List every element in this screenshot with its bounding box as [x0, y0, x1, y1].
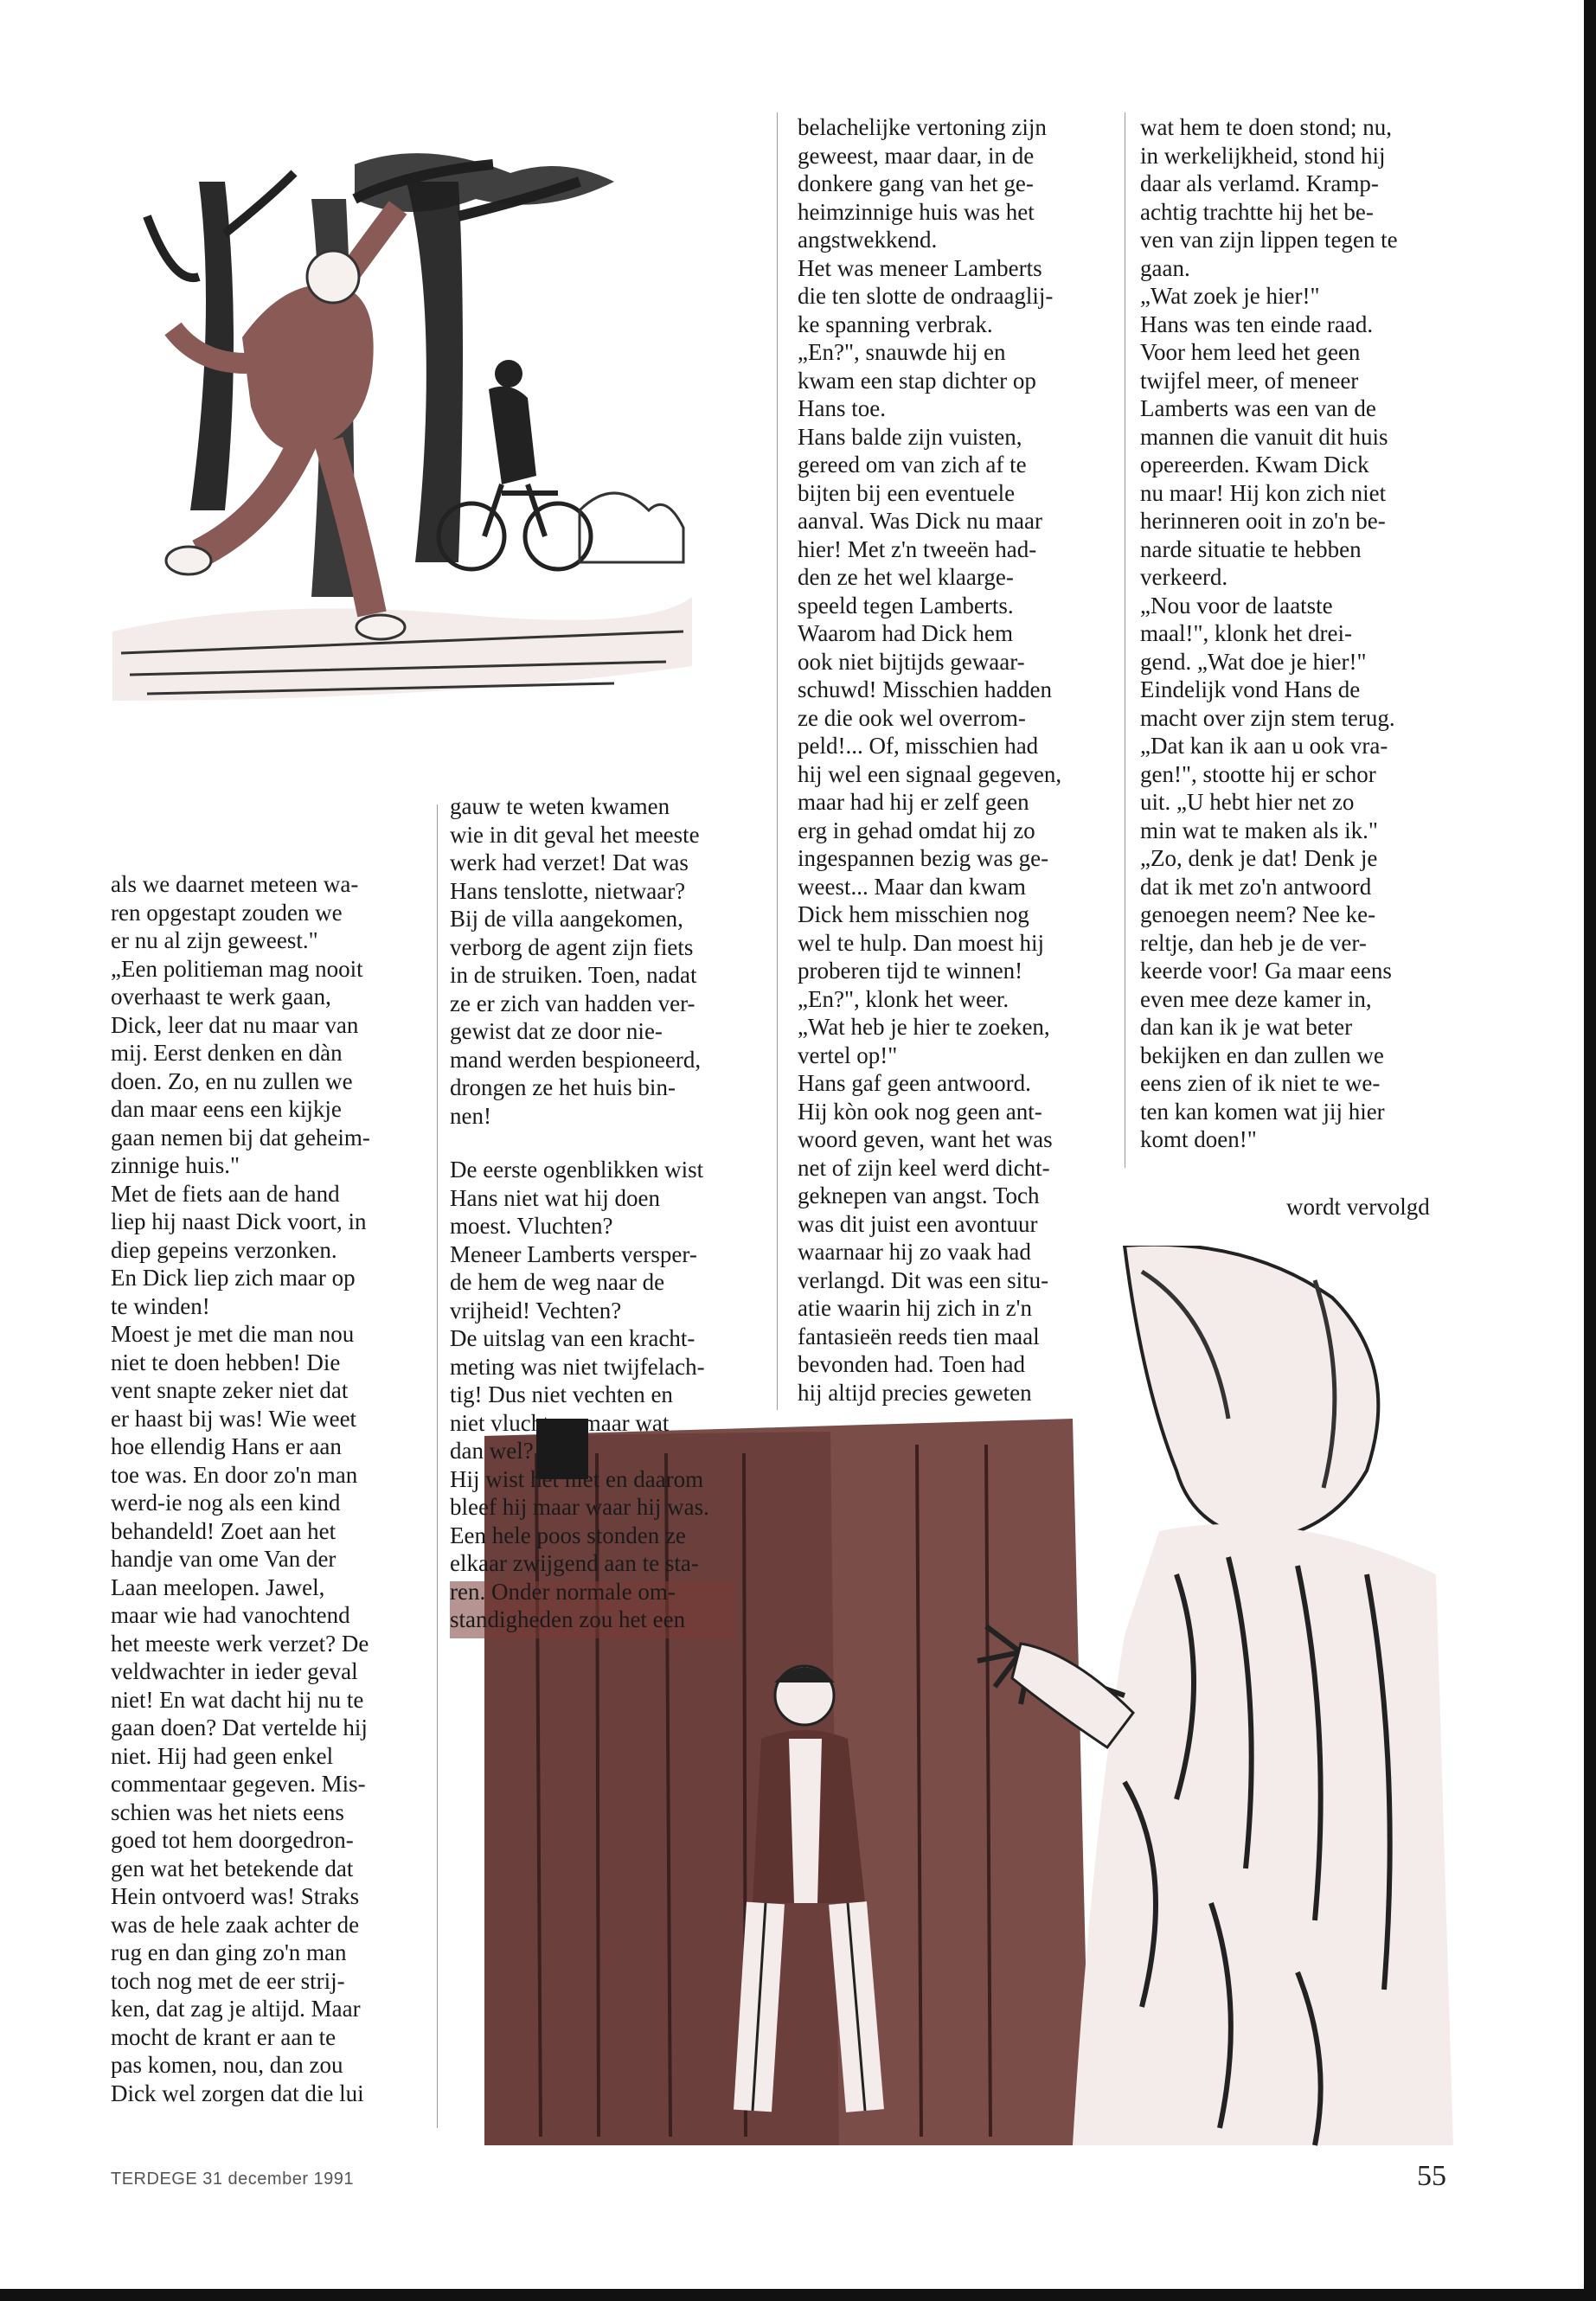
text-line: ke spanning verbrak.	[798, 311, 993, 337]
text-line: was dit juist een avontuur	[798, 1210, 1038, 1237]
text-line: „En?", snauwde hij en	[798, 339, 1006, 365]
text-line: bleef hij maar waar hij was.	[450, 1494, 709, 1520]
text-line: Hans gaf geen antwoord.	[798, 1070, 1031, 1096]
text-line: Meneer Lamberts versper-	[450, 1240, 697, 1267]
text-line: aanval. Was Dick nu maar	[798, 508, 1042, 534]
text-line: macht over zijn stem terug.	[1140, 704, 1395, 731]
text-line: Moest je met die man nou	[111, 1321, 355, 1347]
text-line: kwam een stap dichter op	[798, 367, 1036, 394]
text-line: het meeste werk verzet? De	[111, 1630, 369, 1657]
text-line: zinnige huis."	[111, 1152, 240, 1178]
text-line: maar had hij er zelf geen	[798, 789, 1029, 815]
text-line: Dick, leer dat nu maar van	[111, 1011, 359, 1038]
text-line: gen!", stootte hij er schor	[1140, 760, 1376, 787]
text-line: schien was het niets eens	[111, 1798, 344, 1825]
text-line: rug en dan ging zo'n man	[111, 1939, 347, 1965]
text-line: nen!	[450, 1102, 491, 1129]
text-line: belachelijke vertoning zijn	[798, 114, 1047, 140]
text-line: dat ik met zo'n antwoord	[1140, 873, 1372, 900]
text-line: werk had verzet! Dat was	[450, 849, 689, 875]
text-line: proberen tijd te winnen!	[798, 958, 1023, 984]
text-line: ren. Onder normale om-	[450, 1578, 676, 1605]
text-line: goed tot hem doorgedron-	[111, 1827, 354, 1853]
column-3-lines	[798, 113, 1118, 1407]
text-line: er nu al zijn geweest."	[111, 927, 318, 953]
text-line: er haast bij was! Wie weet	[111, 1405, 357, 1432]
text-line: erg in gehad omdat hij zo	[798, 817, 1035, 843]
text-line: ingespannen bezig was ge-	[798, 845, 1049, 871]
text-line: keerde voor! Ga maar eens	[1140, 958, 1392, 984]
text-line: maal!", klonk het drei-	[1140, 620, 1352, 646]
text-line: verkeerd.	[1140, 564, 1228, 590]
text-line: veldwachter in ieder geval	[111, 1658, 358, 1684]
text-line: die ten slotte de ondraaglij-	[798, 283, 1054, 309]
text-column-1	[111, 870, 422, 2107]
text-line: gereed om van zich af te	[798, 452, 1027, 478]
text-line: Met de fiets aan de hand	[111, 1180, 340, 1207]
text-line: speeld tegen Lamberts.	[798, 592, 1014, 619]
text-line: „Wat heb je hier te zoeken,	[798, 1014, 1050, 1040]
text-line: achtig trachtte hij het be-	[1140, 198, 1374, 225]
text-line: „Zo, denk je dat! Denk je	[1140, 845, 1378, 871]
text-line: ven van zijn lippen tegen te	[1140, 227, 1398, 253]
text-line: Dick hem misschien nog	[798, 901, 1029, 927]
text-line: diep gepeins verzonken.	[111, 1236, 337, 1263]
text-line: den ze het wel klaarge-	[798, 564, 1014, 590]
text-line: wie in dit geval het meeste	[450, 821, 700, 848]
text-line: atie waarin hij zich in z'n	[798, 1295, 1033, 1321]
text-line: hier! Met z'n tweeën had-	[798, 535, 1037, 562]
text-line: bevonden had. Toen had	[798, 1351, 1026, 1377]
text-line: toch nog met de eer strij-	[111, 1967, 345, 1994]
text-line: mannen die vanuit dit huis	[1140, 423, 1388, 450]
text-line: ze er zich van hadden ver-	[450, 990, 695, 1016]
text-line: eens zien of ik niet te we-	[1140, 1070, 1381, 1096]
text-line: angstwekkend.	[798, 227, 938, 253]
text-line: uit. „U hebt hier net zo	[1140, 789, 1355, 815]
text-line: „En?", klonk het weer.	[798, 985, 1010, 1012]
text-line: was de hele zaak achter de	[111, 1911, 360, 1938]
text-line: niet te doen hebben! Die	[111, 1349, 341, 1375]
text-line: Hans toe.	[798, 395, 886, 421]
text-line: dan kan ik je wat beter	[1140, 1014, 1353, 1040]
text-line: De uitslag van een kracht-	[450, 1325, 695, 1351]
text-column-2	[450, 792, 761, 1634]
text-line: in werkelijkheid, stond hij	[1140, 142, 1386, 169]
text-line: Hans niet wat hij doen	[450, 1184, 660, 1211]
text-line: te winden!	[111, 1292, 210, 1319]
column-rule-3	[777, 112, 778, 1410]
text-line: meting was niet twijfelach-	[450, 1353, 705, 1380]
column-2-paragraph-2	[450, 1156, 761, 1634]
text-line: En Dick liep zich maar op	[111, 1265, 356, 1291]
illustration-running-boy	[95, 147, 701, 753]
text-line: in de struiken. Toen, nadat	[450, 962, 697, 988]
text-line: ten kan komen wat jij hier	[1140, 1098, 1385, 1125]
publication-footer: TERDEGE 31 december 1991	[111, 2170, 355, 2189]
text-line: heimzinnige huis was het	[798, 198, 1035, 225]
text-line: „Wat zoek je hier!"	[1140, 283, 1320, 309]
text-line: behandeld! Zoet aan het	[111, 1517, 337, 1544]
text-line: Hans balde zijn vuisten,	[798, 423, 1022, 450]
text-line: hij altijd precies geweten	[798, 1379, 1032, 1406]
text-line: commentaar gegeven. Mis-	[111, 1771, 366, 1797]
text-line: overhaast te werk gaan,	[111, 984, 331, 1009]
text-line: twijfel meer, of meneer	[1140, 367, 1359, 394]
text-column-3	[798, 113, 1118, 1407]
text-line: Hij kòn ook nog geen ant-	[798, 1098, 1042, 1125]
text-line: de hem de weg naar de	[450, 1269, 665, 1295]
text-line: Hij wist het niet en daarom	[450, 1465, 704, 1492]
text-line: nu maar! Hij kon zich niet	[1140, 479, 1387, 506]
text-line: peld!... Of, misschien had	[798, 733, 1039, 759]
text-line: herinneren ooit in zo'n be-	[1140, 508, 1386, 534]
column-1-lines	[111, 870, 422, 2107]
text-line: Hans tenslotte, nietwaar?	[450, 877, 686, 904]
text-line: opereerden. Kwam Dick	[1140, 452, 1369, 478]
text-line: wel te hulp. Dan moest hij	[798, 929, 1044, 956]
page-number: 55	[1417, 2160, 1446, 2192]
text-line: gauw te weten kwamen	[450, 793, 670, 819]
text-line: verlangd. Dit was een situ-	[798, 1266, 1049, 1293]
text-line: ook niet bijtijds gewaar-	[798, 648, 1025, 675]
column-2-paragraph-1	[450, 792, 761, 1130]
text-line: mij. Eerst denken en dàn	[111, 1040, 343, 1066]
text-line: pas komen, nou, dan zou	[111, 2052, 343, 2078]
text-line: vertel op!"	[798, 1042, 898, 1068]
text-line: Laan meelopen. Jawel,	[111, 1574, 325, 1600]
text-line: doen. Zo, en nu zullen we	[111, 1067, 353, 1094]
text-line: narde situatie te hebben	[1140, 535, 1362, 562]
text-line: genoegen neem? Nee ke-	[1140, 901, 1376, 927]
text-line: Eindelijk vond Hans de	[1140, 676, 1361, 702]
column-4-lines	[1140, 113, 1460, 1154]
text-line: ken, dat zag je altijd. Maar	[111, 1996, 361, 2022]
text-line: dan maar eens een kijkje	[111, 1096, 342, 1122]
text-line: even mee deze kamer in,	[1140, 985, 1372, 1012]
text-line: standigheden zou het een	[450, 1606, 686, 1632]
text-line: moest. Vluchten?	[450, 1213, 613, 1239]
text-line: gewist dat ze door nie-	[450, 1018, 663, 1044]
text-line: komt doen!"	[1140, 1126, 1257, 1152]
text-line: werd-ie nog als een kind	[111, 1490, 341, 1516]
text-line: gend. „Wat doe je hier!"	[1140, 648, 1367, 675]
text-line: niet. Hij had geen enkel	[111, 1742, 334, 1769]
text-line: De eerste ogenblikken wist	[450, 1157, 704, 1183]
text-line: bijten bij een eventuele	[798, 479, 1016, 506]
text-line: waarnaar hij zo vaak had	[798, 1239, 1031, 1265]
text-line: „Nou voor de laatste	[1140, 592, 1333, 619]
text-line: toe was. En door zo'n man	[111, 1461, 358, 1488]
text-line: verborg de agent zijn fiets	[450, 933, 694, 960]
text-line: vrijheid! Vechten?	[450, 1297, 622, 1324]
text-line: hoe ellendig Hans er aan	[111, 1433, 342, 1459]
text-line: als we daarnet meteen wa-	[111, 871, 359, 897]
text-line: reltje, dan heb je de ver-	[1140, 929, 1367, 956]
text-line: mocht de krant er aan te	[111, 2023, 337, 2050]
text-line: geknepen van angst. Toch	[798, 1183, 1040, 1208]
text-line: Dick wel zorgen dat die lui	[111, 2080, 364, 2106]
text-line: Voor hem leed het geen	[1140, 339, 1361, 365]
text-line: drongen ze het huis bin-	[450, 1074, 676, 1100]
text-line: Hein ontvoerd was! Straks	[111, 1883, 360, 1909]
text-line: Een hele poos stonden ze	[450, 1522, 686, 1548]
text-column-4	[1140, 113, 1460, 1154]
text-line: bekijken en dan zullen we	[1140, 1042, 1384, 1068]
text-line: wat hem te doen stond; nu,	[1140, 114, 1392, 140]
text-line: „Dat kan ik aan u ook vra-	[1140, 733, 1388, 759]
text-line: Lamberts was een van de	[1140, 395, 1376, 421]
text-line: daar als verlamd. Kramp-	[1140, 170, 1379, 196]
text-line: hij wel een signaal gegeven,	[798, 760, 1062, 787]
text-line: liep hij naast Dick voort, in	[111, 1208, 367, 1234]
text-line: ze die ook wel overrom-	[798, 704, 1026, 731]
text-line: handje van ome Van der	[111, 1546, 337, 1572]
text-line: net of zijn keel werd dicht-	[798, 1154, 1050, 1181]
text-line: vent snapte zeker niet dat	[111, 1377, 349, 1403]
text-line: Waarom had Dick hem	[798, 620, 1013, 646]
text-line: woord geven, want het was	[798, 1126, 1053, 1152]
continued-note: wordt vervolgd	[1286, 1194, 1430, 1220]
text-line: dan wel?	[450, 1438, 534, 1464]
text-line: weest... Maar dan kwam	[798, 873, 1026, 900]
text-line: elkaar zwijgend aan te sta-	[450, 1550, 699, 1576]
text-line: fantasieën reeds tien maal	[798, 1323, 1040, 1349]
text-line: schuwd! Misschien hadden	[798, 676, 1052, 702]
text-line: tig! Dus niet vechten en	[450, 1381, 673, 1407]
text-line: min wat te maken als ik."	[1140, 817, 1378, 843]
text-line: Bij de villa aangekomen,	[450, 906, 683, 932]
text-line: Hans was ten einde raad.	[1140, 311, 1374, 337]
text-line: geweest, maar daar, in de	[798, 142, 1035, 169]
text-line: maar wie had vanochtend	[111, 1602, 350, 1628]
text-line: „Een politieman mag nooit	[111, 955, 363, 982]
text-line: mand werden bespioneerd,	[450, 1046, 702, 1073]
text-line: donkere gang van het ge-	[798, 170, 1034, 196]
text-line: gaan.	[1140, 254, 1190, 281]
column-rule-2	[437, 804, 438, 2128]
text-line: ren opgestapt zouden we	[111, 899, 343, 926]
text-line: gaan nemen bij dat geheim-	[111, 1124, 370, 1150]
text-line: niet! En wat dacht hij nu te	[111, 1686, 364, 1713]
text-line: gaan doen? Dat vertelde hij	[111, 1715, 368, 1740]
text-line: gen wat het betekende dat	[111, 1855, 354, 1881]
text-line: niet vluchten, maar wat	[450, 1409, 670, 1436]
text-line: Het was meneer Lamberts	[798, 254, 1042, 281]
